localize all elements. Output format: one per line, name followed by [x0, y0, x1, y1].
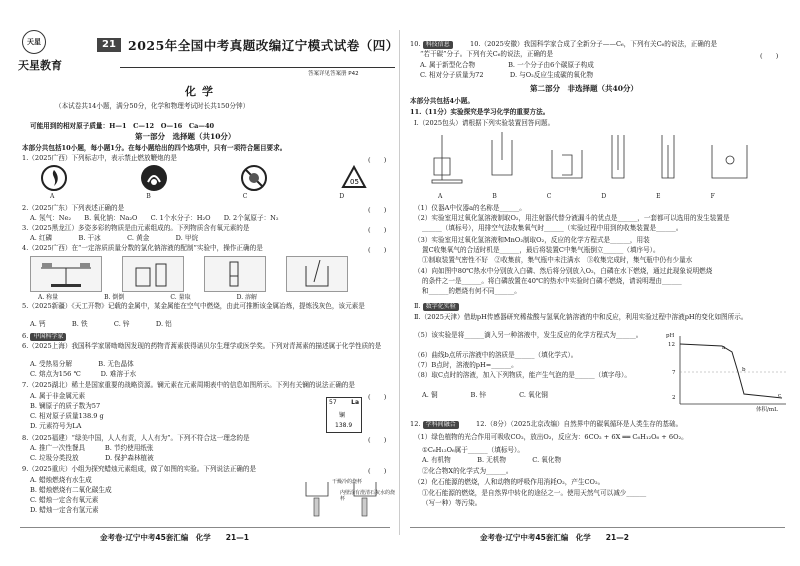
q11-3c: ①制取装置气密性不好 ②收集前，集气瓶中未注满水 ③收集完成时，集气瓶中仍有少量水	[422, 256, 693, 264]
q11-3b: 置C收集氧气的合适时机是______，最后将装置C中集气瓶倒立______（填序号）。	[422, 246, 660, 254]
answer-paren: ( )	[368, 206, 387, 214]
apparatus-label-e: E	[656, 193, 661, 200]
question-8-options-b: C. 垃圾分类投放 D. 保护森林植被	[30, 454, 154, 462]
answer-paren: ( )	[368, 393, 387, 401]
atomic-number: 57	[329, 399, 337, 406]
graph-point-c: c	[778, 393, 782, 399]
answer-paren: ( )	[368, 226, 387, 234]
apparatus-label-a: A	[438, 193, 443, 200]
apparatus-label-d: D	[601, 193, 607, 200]
apparatus-label-b: B	[492, 193, 497, 200]
q9-option-c: C. 蜡烛一定含有氧元素	[30, 496, 99, 504]
part1-title: 第一部分 选择题（共10分）	[135, 132, 236, 141]
q4-label-d: D. 溶解	[236, 294, 258, 301]
apparatus-label-c: C	[546, 193, 552, 200]
question-12: 12.（8分）（2025北京改编）自然界中的碳氧循环是人类生存的基础。	[476, 420, 683, 428]
q1-label-a: A	[50, 193, 55, 200]
fire-ban-icon	[40, 164, 68, 192]
question-7: 7.（2025湖北）稀土是国家重要的战略资源。镧元素在元素周期表中的信息如图所示。下列有关镧的说法正确的是	[22, 381, 355, 389]
q1-label-d: D	[339, 193, 345, 200]
title-rule	[120, 67, 395, 68]
balance-figure	[30, 256, 102, 292]
q7-option-b: B. 镧原子的质子数为57	[30, 402, 101, 410]
brand-name: 天星教育	[18, 59, 62, 72]
q11-8-options: A. 铜 B. 锌 C. 氧化铜	[422, 391, 548, 399]
q9-option-b: B. 蜡烛燃烧有二氧化碳生成	[30, 486, 112, 494]
q9-fig-label-2: 内壁涂有澄清石灰水的烧杯	[340, 490, 396, 502]
question-2: 2.（2025广东）下列表述正确的是	[22, 204, 125, 212]
question-2-options: A. 氖气：Ne₂ B. 氧化钠：Na₂O C. 1个水分子：H₂O D. 2个氮原子：N₂	[30, 214, 279, 222]
periodic-cell	[326, 397, 362, 433]
part2-title: 第二部分 非选择题（共40分）	[530, 84, 638, 93]
subject-title: 化学	[185, 85, 219, 98]
q4-figures	[30, 256, 348, 292]
question-6-options-b: C. 熔点为156 ℃ D. 难溶于水	[30, 370, 137, 378]
q1-options	[40, 164, 368, 192]
q4-labels	[38, 292, 257, 301]
paper-number-badge: 21	[97, 38, 121, 52]
q11-2b: ______（填标号），用排空气法收集氧气时______（实验过程中用到的收集装置是______。	[422, 224, 683, 232]
exam-intro: （本试卷共14小题，满分50分，化学和物理考试时长共150分钟）	[55, 102, 250, 110]
topic-tag: 中国科学家	[30, 333, 66, 341]
question-3: 3.（2025黑龙江）多姿多彩的物质是由元素组成的。下列物质含有氧元素的是	[22, 224, 250, 232]
cylinder-figure	[204, 256, 266, 292]
graph-ytick: 7	[672, 370, 676, 376]
ph-graph	[662, 332, 792, 414]
question-6: 6.（2025上海）我国科学家屠呦呦因发现的药物青蒿素获得诺贝尔生理学或医学奖。下列对青蒿素的描述属于化学性质的是	[22, 342, 382, 350]
q11-4b: 的条件之一是______。将白磷放置在40℃的热水中实验时白磷不燃烧，请说明理由______	[422, 277, 682, 285]
q7-option-a: A. 属于非金属元素	[30, 392, 86, 400]
answer-paren: ( )	[368, 156, 387, 164]
q9-fig-label-1: 干燥冷的烧杯	[332, 479, 363, 485]
q1-labels	[50, 193, 344, 200]
q7-option-d: D. 元素符号为LA	[30, 422, 82, 430]
footer-rule	[20, 527, 390, 528]
answer-paren: ( )	[760, 52, 779, 60]
topic-tag: 数字化实验	[423, 303, 459, 311]
page-title: 2025年全国中考真题改编辽宁模式试卷（四）	[128, 38, 399, 53]
answer-paren: ( )	[368, 467, 387, 475]
logo: 天星	[22, 30, 46, 54]
q12-2b: （写一种）等污染。	[422, 499, 482, 507]
question-6-label: 6. 中国科学家	[22, 332, 66, 341]
q11-6: （6）曲线b点所示溶液中的溶质是______（填化学式）。	[414, 351, 578, 359]
pour-figure	[122, 256, 184, 292]
question-5: 5.（2025新疆）《天工开物》记载的金属中，某金属能在空气中燃烧，由此可推断该金属冶炼，提炼浅灰色，该元素是	[22, 302, 365, 310]
q12-1: （1）绿色植物的光合作用可吸收CO₂，放出O₂，反应为：6CO₂ + 6X ══ C₆H₁₂O₆ + 6O₂。	[414, 433, 688, 441]
q11-1: （1）仪器A中仪器a的名称是______。	[414, 204, 526, 212]
q11-3: （3）实验室用过氧化氢溶液和MnO₂制取O₂，反应的化学方程式是______，用装	[414, 236, 650, 244]
right-page	[400, 0, 800, 566]
q11-4c: 和______的燃烧有何不同______。	[422, 287, 521, 295]
apparatus-labels	[438, 193, 715, 200]
question-11-i: Ⅰ.（2025包头）请根据下列实验装置回答问题。	[414, 119, 555, 127]
apparatus-figure	[412, 130, 787, 192]
answer-paren: ( )	[368, 246, 387, 254]
topic-tag: 科技信息	[423, 41, 453, 49]
question-8: 8.（2025福建）“绿美中国，人人有责，人人有为”。下列不符合这一理念的是	[22, 434, 250, 442]
graph-ylabel: pH	[666, 333, 675, 339]
question-6-options-a: A. 受热易分解 B. 无色晶体	[30, 360, 134, 368]
atomic-mass: 138.9	[335, 422, 353, 429]
apparatus-label-f: F	[710, 193, 715, 200]
question-10-sub: “若干碳”分子。下列有关C₆的说法，正确的是	[420, 50, 554, 58]
q4-label-c: C. 量取	[170, 294, 191, 301]
question-10-options-a: A. 属于新型化合物 B. 一个分子由6个碳原子构成	[420, 61, 594, 69]
q12-1b: ②化合物X的化学式为______。	[422, 467, 513, 475]
question-9: 9.（2025重庆）小组为探究蜡烛元素组成，做了如图的实验。下列说法正确的是	[22, 465, 257, 473]
element-symbol: La	[351, 399, 359, 406]
question-8-options-a: A. 推广一次性餐具 B. 节约使用纸张	[30, 444, 154, 452]
question-10-label: 10. 科技信息	[410, 40, 453, 49]
q4-label-a: A. 称量	[38, 294, 59, 301]
q11-ii-label: Ⅱ. 数字化实验	[414, 302, 459, 311]
q1-label-c: C	[242, 193, 248, 200]
q4-label-b: B. 倒倒	[104, 294, 125, 301]
footer-rule	[410, 527, 785, 528]
explosive-icon	[140, 164, 168, 192]
q11-8: （8）取C点时的溶液，加入下列物质，能产生气泡的是______（填字母）。	[414, 371, 631, 379]
q12-1a-options: A. 有机物 B. 无机物 C. 氧化物	[422, 456, 562, 464]
question-10: 10.（2025安徽）我国科学家合成了全新分子——C₆，下列有关C₆的说法，正确的是	[470, 40, 718, 48]
svg-text:05: 05	[350, 178, 359, 186]
q11-2: （2）实验室用过氧化氢溶液制取O₂，用注射器代替分液漏斗的优点是______，一套都可以选用的发生装置是	[414, 214, 730, 222]
graph-ytick: 12	[668, 342, 675, 348]
question-3-options: A. 红磷 B. 干冰 C. 黄金 D. 甲烷	[30, 234, 199, 242]
q12-1a: ①C₆H₁₂O₆属于______（填标号）。	[422, 446, 524, 454]
graph-point-a: a	[722, 345, 726, 351]
question-4: 4.（2025广西）在“一定溶质质量分数的氯化钠溶液的配制”实验中，操作正确的是	[22, 244, 263, 252]
part2-note: 本部分共包括4小题。	[410, 97, 474, 105]
answer-paren: ( )	[368, 436, 387, 444]
topic-tag: 学科间融合	[423, 421, 459, 429]
no-fireworks-icon	[240, 164, 268, 192]
element-name: 镧	[339, 412, 346, 419]
graph-ytick: 2	[672, 395, 676, 401]
question-12-label: 12. 学科间融合	[410, 420, 459, 429]
q12-2a: ①化石能源的燃烧，是自然界中转化的途径之一。使用天然气可以减少______	[422, 489, 647, 497]
atomic-masses: 可能用到的相对原子质量：H—1 C—12 O—16 Ca—40	[30, 122, 215, 130]
beaker-figure	[286, 256, 348, 292]
q11-5: （5）该实验是将______滴入另一种溶液中，发生反应的化学方程式为______。	[414, 331, 643, 339]
recycle-icon	[340, 164, 368, 192]
footer-left: 金考卷·辽宁中考45套汇编 化学 21—1	[100, 533, 249, 542]
footer-right: 金考卷·辽宁中考45套汇编 化学 21—2	[480, 533, 629, 542]
q9-option-d: D. 蜡烛一定含有氢元素	[30, 506, 99, 514]
q11-7: （7）B点时，溶液的pH=______。	[414, 361, 518, 369]
graph-xlabel: 体积/mL	[756, 407, 778, 413]
question-11: 11.（11分）实验探究是学习化学的重要方法。	[410, 108, 550, 116]
q9-option-a: A. 蜡烛燃烧有水生成	[30, 476, 92, 484]
answer-ref: 答案详见答案册 P42	[308, 71, 359, 77]
part1-note: 本部分共包括10小题，每小题1分。在每小题给出的四个选项中，只有一项符合题目要求。	[22, 144, 287, 152]
question-1: 1.（2025广西）下列标志中，表示禁止燃放鞭炮的是	[22, 154, 177, 162]
q11-ii: Ⅱ.（2025天津）借助pH传感器研究稀盐酸与氢氧化钠溶液的中和反应，利用实验过程中溶液pH的变化如图所示。	[414, 313, 748, 321]
q7-option-c: C. 相对原子质量138.9 g	[30, 412, 104, 420]
question-10-options-b: C. 相对分子质量为72 D. 与O₂反应生成碳的氧化物	[420, 71, 594, 79]
q12-2: （2）化石能源的燃烧，人和动物的呼吸作用消耗O₂，产生CO₂。	[414, 478, 605, 486]
question-5-options: A. 钙 B. 铁 C. 锌 D. 铝	[30, 320, 172, 328]
q11-4: （4）向如图中80℃热水中分别放入白磷、然后将分别放入O₂，白磷在水下燃烧，通过此现象说明燃烧	[414, 267, 713, 275]
q1-label-b: B	[146, 193, 151, 200]
graph-point-b: b	[742, 367, 746, 373]
